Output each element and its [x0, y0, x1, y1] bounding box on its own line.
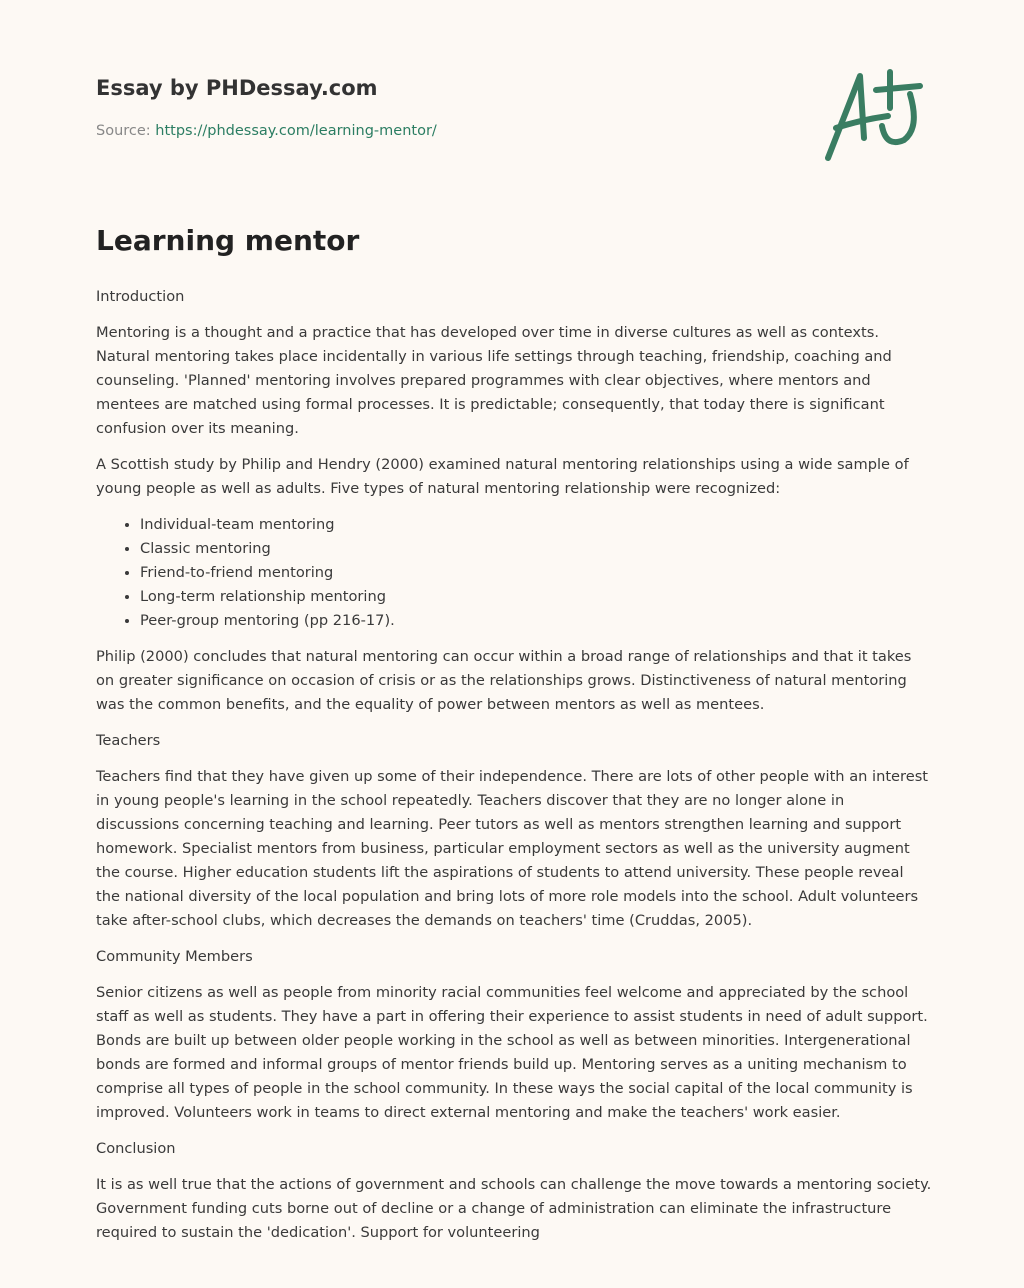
- essay-body: [96, 285, 932, 1257]
- paragraph: Teachers find that they have given up some of their independence. There are lots of other people with an interest in young people's learning in the school repeatedly. Teachers discover that they are no longer alone in discussions concerning teaching and learning. Peer tutors as well as mentors strengthen learning and support homework. Specialist mentors from business, particular employment sectors as well as the university augment the course. Higher education students lift the aspirations of students to attend university. These people reveal the national diversity of the local population and bring lots of more role models into the school. Adult volunteers take after-school clubs, which decreases the demands on teachers' time (Cruddas, 2005).: [96, 768, 929, 929]
- mentoring-types-list: [96, 513, 932, 633]
- section-heading-teachers: Teachers: [96, 732, 161, 749]
- section-heading-conclusion: Conclusion: [96, 1140, 176, 1157]
- site-title: Essay by PHDessay.com: [96, 76, 378, 100]
- source-line: [96, 123, 437, 139]
- list-item: • Peer-group mentoring (pp 216-17).: [140, 609, 932, 633]
- source-label: Source:: [96, 123, 151, 139]
- paragraph: Mentoring is a thought and a practice that has developed over time in diverse cultures as well as contexts. Natural mentoring takes place incidentally in various life settings through teaching, friendship, coaching and counseling. 'Planned' mentoring involves prepared programmes with clear objectives, where mentors and mentees are matched using formal processes. It is predictable; consequently, that today there is significant confusion over its meaning.: [96, 324, 892, 437]
- paragraph: Philip (2000) concludes that natural mentoring can occur within a broad range of relationships and that it takes on greater significance on occasion of crisis or as the relationships grows. Distinctiveness of natural mentoring was the common benefits, and the equality of power between mentors as well as mentees.: [96, 648, 912, 713]
- paragraph: It is as well true that the actions of government and schools can challenge the move towards a mentoring society. Government funding cuts borne out of decline or a change of administration can eliminate the infrastructure required to sustain the 'dedication'. Support for volunteering: [96, 1176, 932, 1241]
- a-plus-logo-icon: [820, 68, 930, 164]
- paragraph: Senior citizens as well as people from minority racial communities feel welcome and appreciated by the school staff as well as students. They have a part in offering their experience to assist students in need of adult support. Bonds are built up between older people working in the school as well as between minorities. Intergenerational bonds are formed and informal groups of mentor friends build up. Mentoring serves as a uniting mechanism to comprise all types of people in the school community. In these ways the social capital of the local community is improved. Volunteers work in teams to direct external mentoring and make the teachers' work easier.: [96, 984, 928, 1121]
- section-heading-community: Community Members: [96, 948, 253, 965]
- list-item: • Friend-to-friend mentoring: [140, 561, 932, 585]
- source-link[interactable]: https://phdessay.com/learning-mentor/: [155, 123, 437, 139]
- paragraph: A Scottish study by Philip and Hendry (2000) examined natural mentoring relationships using a wide sample of young people as well as adults. Five types of natural mentoring relationship were recognized:: [96, 456, 909, 497]
- essay-title: Learning mentor: [96, 224, 360, 257]
- section-heading-introduction: Introduction: [96, 288, 185, 305]
- list-item: • Long-term relationship mentoring: [140, 585, 932, 609]
- list-item: • Individual-team mentoring: [140, 513, 932, 537]
- list-item: • Classic mentoring: [140, 537, 932, 561]
